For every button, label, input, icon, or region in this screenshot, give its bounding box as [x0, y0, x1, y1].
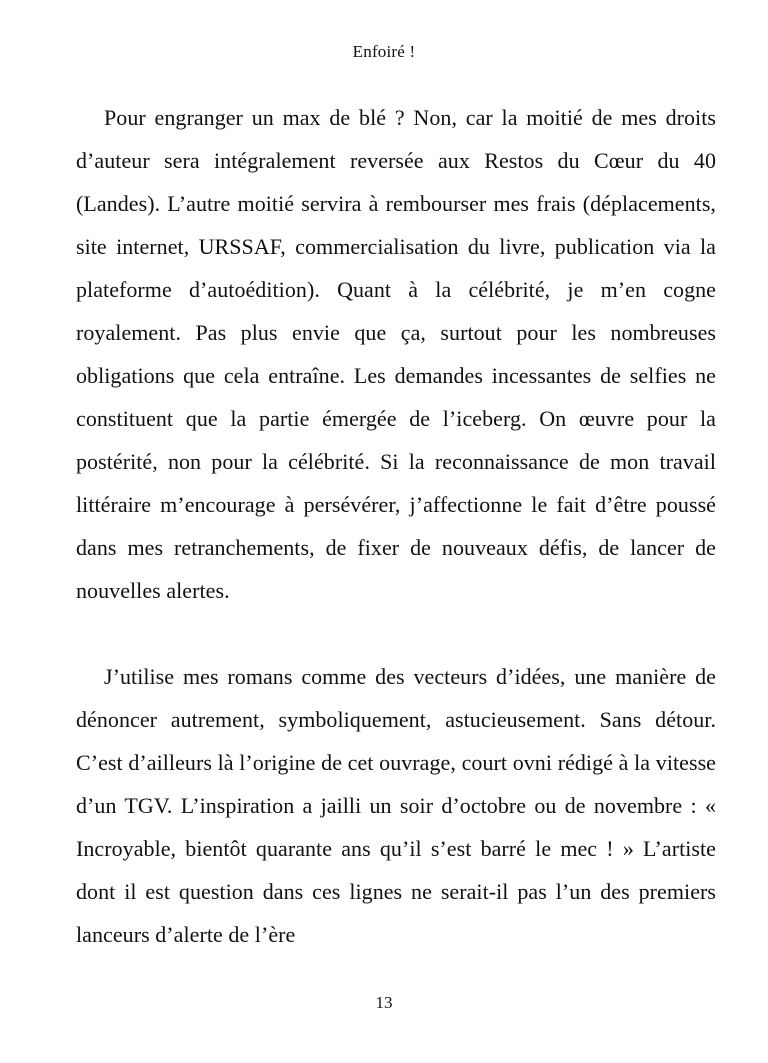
running-header-title: Enfoiré !	[352, 42, 416, 61]
paragraph-2: J’utilise mes romans comme des vecteurs d’idées, une manière de dénoncer autrement, symboliquement, astucieusement. Sans détour. C’est d’ailleurs là l’origine de cet ouvrage, court ovni rédigé à la vitesse d’un TGV. L’inspiration a jailli un soir d’octobre ou de novembre : « Incroyable, bientôt quarante ans qu’il s’est barré le mec ! » L’artiste dont il est question dans ces lignes ne serait-il pas l’un des premiers lanceurs d’alerte de l’ère	[76, 664, 716, 947]
paragraph-1: Pour engranger un max de blé ? Non, car la moitié de mes droits d’auteur sera intégralement reversée aux Restos du Cœur du 40 (Landes). L’autre moitié servira à rembourser mes frais (déplacements, site internet, URSSAF, commercialisation du livre, publication via la plateforme d’autoédition). Quant à la célébrité, je m’en cogne royalement. Pas plus envie que ça, surtout pour les nombreuses obligations que cela entraîne. Les demandes incessantes de selfies ne constituent que la partie émergée de l’iceberg. On œuvre pour la postérité, non pour la célébrité. Si la reconnaissance de mon travail littéraire m’encourage à persévérer, j’affectionne le fait d’être poussé dans mes retranchements, de fixer de nouveaux défis, de lancer de nouvelles alertes.	[76, 105, 716, 603]
body-text	[76, 96, 716, 956]
page-number: 13	[375, 993, 393, 1012]
